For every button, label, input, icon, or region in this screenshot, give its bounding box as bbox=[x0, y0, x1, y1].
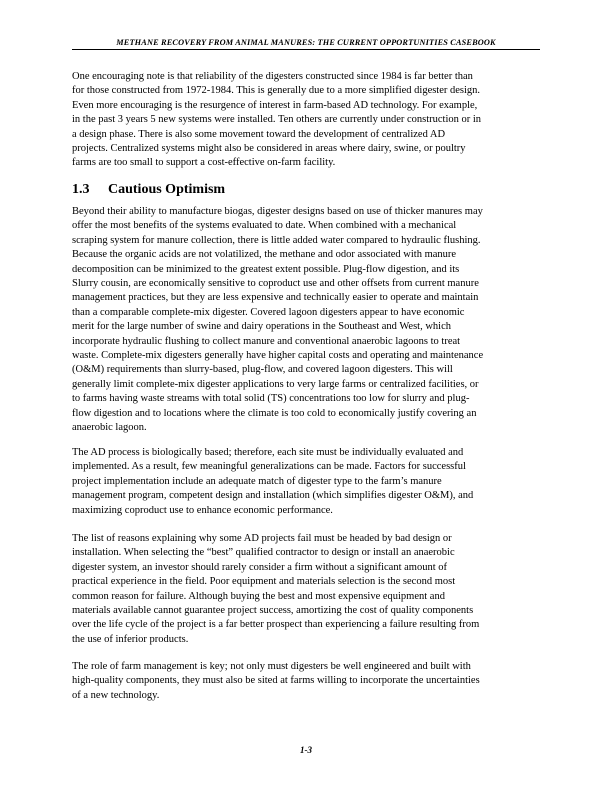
text-line: over the life cycle of the project is a far better prospect than experiencing a failure resulting from bbox=[72, 619, 480, 631]
text-line: decomposition can be minimized to the greatest extent possible. Plug-flow digestion, and its bbox=[72, 263, 460, 275]
text-line: practical experience in the field. Poor equipment and materials selection is the second most bbox=[72, 576, 456, 588]
text-line: than a comparable complete-mix digester. Covered lagoon digesters appear to have economic bbox=[72, 306, 465, 318]
text-line: implemented. As a result, few meaningful generalizations can be made. Factors for successful bbox=[72, 461, 466, 473]
text-line: scraping system for manure collection, there is little added water compared to hydraulic flushing. bbox=[72, 234, 481, 246]
text-line: of a new technology. bbox=[72, 689, 160, 701]
text-line: One encouraging note is that reliability of the digesters constructed since 1984 is far better than bbox=[72, 71, 473, 82]
paragraph-text bbox=[72, 70, 540, 171]
text-line: farms are too small to support a cost-effective on-farm facility. bbox=[72, 157, 336, 169]
section-heading bbox=[72, 182, 225, 198]
paragraph-text bbox=[72, 532, 540, 647]
text-line: waste. Complete-mix digesters generally have higher capital costs and operating and maintenance bbox=[72, 350, 484, 362]
text-line: a design phase. There is also some movement toward the development of centralized AD bbox=[72, 128, 446, 140]
text-line: flow digestion and to locations where the climate is too cold to economically justify covering an bbox=[72, 407, 477, 419]
text-line: maximizing coproduct use to enhance economic performance. bbox=[72, 504, 333, 516]
section-number: 1.3 bbox=[72, 182, 90, 197]
paragraph-text bbox=[72, 660, 540, 703]
header-rule bbox=[72, 49, 540, 50]
text-line: common reason for failure. Although buying the best and most expensive equipment and bbox=[72, 590, 445, 602]
intro-paragraph bbox=[72, 70, 540, 171]
text-line: projects. Centralized systems might also be considered in areas where dairy, swine, or poultry bbox=[72, 143, 466, 155]
text-line: digester system, an investor should rarely consider a firm without a significant amount of bbox=[72, 561, 447, 573]
section-title: Cautious Optimism bbox=[108, 182, 226, 197]
paragraph-farm-management bbox=[72, 660, 540, 703]
paragraph-text bbox=[72, 205, 540, 436]
text-line: management program, competent design and installation (which simplifies digester O&M), and bbox=[72, 490, 474, 502]
page-number: 1-3 bbox=[300, 745, 312, 755]
text-line: The role of farm management is key; not only must digesters be well engineered and built with bbox=[72, 661, 471, 672]
text-line: for those constructed from 1972-1984. This is generally due to a more simplified digester design. bbox=[72, 85, 481, 97]
text-line: to farms having waste streams with total solid (TS) concentrations too low for slurry and plug- bbox=[72, 393, 470, 405]
text-line: Slurry cousin, are economically sensitive to coproduct use and other offsets from current manure bbox=[72, 278, 479, 290]
text-line: anaerobic lagoon. bbox=[72, 422, 147, 434]
text-line: management practices, but they are less expensive and technically easier to operate and maintain bbox=[72, 292, 479, 304]
text-line: (O&M) requirements than slurry-based, plug-flow, and covered lagoon digesters. This will bbox=[72, 364, 453, 376]
text-line: high-quality components, they must also be sited at farms willing to incorporate the uncertainties bbox=[72, 675, 480, 687]
text-line: Because the organic acids are not volatilized, the methane and odor associated with manure bbox=[72, 249, 457, 261]
running-header: METHANE RECOVERY FROM ANIMAL MANURES: THE CURRENT OPPORTUNITIES CASEBOOK bbox=[116, 38, 496, 47]
text-line: Even more encouraging is the resurgence of interest in farm-based AD technology. For example, bbox=[72, 99, 478, 111]
text-line: materials available cannot guarantee project success, amortizing the cost of quality components bbox=[72, 605, 474, 617]
paragraph-failure-reasons bbox=[72, 532, 540, 647]
paragraph-text bbox=[72, 446, 540, 518]
text-line: The AD process is biologically based; therefore, each site must be individually evaluated and bbox=[72, 447, 464, 458]
text-line: incorporate hydraulic flushing to collect manure and conventional anaerobic lagoons to treat bbox=[72, 335, 461, 347]
text-line: Beyond their ability to manufacture biogas, digester designs based on use of thicker manures may bbox=[72, 206, 483, 217]
text-line: in the past 3 years 5 new systems were installed. Ten others are currently under construction or in bbox=[72, 114, 482, 126]
text-line: generally limit complete-mix digester applications to very large farms or centralized facilities, or bbox=[72, 378, 479, 390]
text-line: merit for the large number of swine and dairy operations in the Southeast and West, which bbox=[72, 321, 452, 333]
text-line: offer the most benefits of the systems evaluated to date. When combined with a mechanical bbox=[72, 220, 457, 232]
paragraph-cautious-optimism bbox=[72, 205, 540, 436]
text-line: The list of reasons explaining why some AD projects fail must be headed by bad design or bbox=[72, 533, 452, 544]
text-line: installation. When selecting the “best” qualified contractor to design or install an anaerobic bbox=[72, 547, 455, 559]
paragraph-ad-process bbox=[72, 446, 540, 518]
text-line: project implementation include an adequate match of digester type to the farm’s manure bbox=[72, 475, 442, 487]
text-line: the use of inferior products. bbox=[72, 633, 189, 645]
